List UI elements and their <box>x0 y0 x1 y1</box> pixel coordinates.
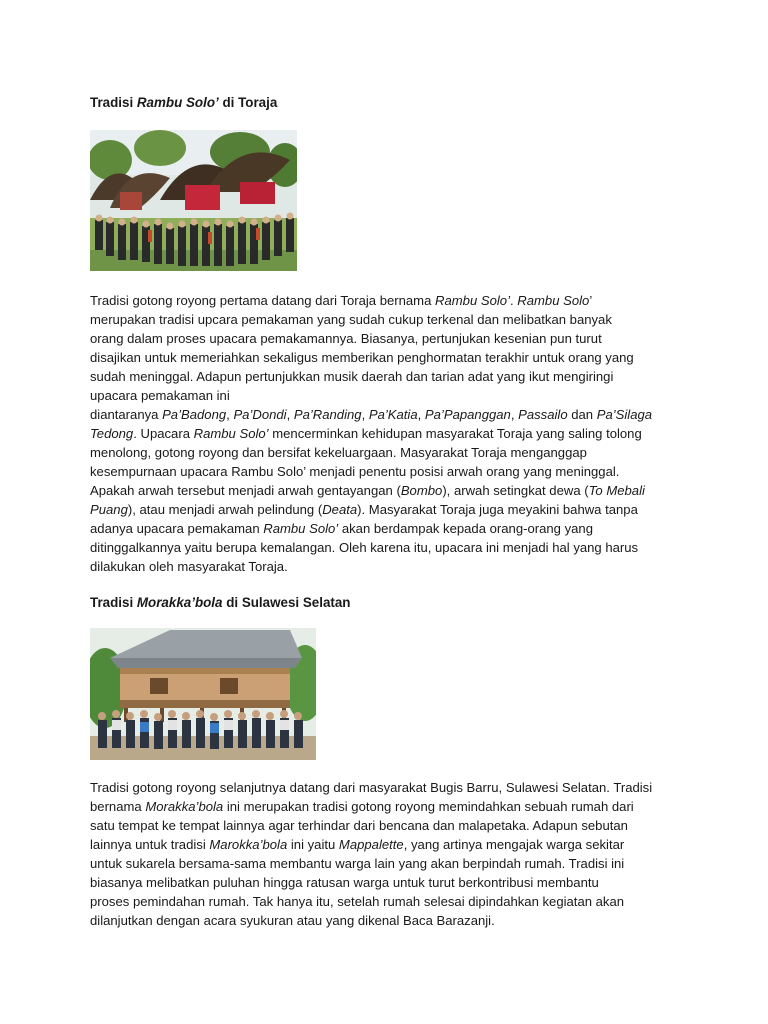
text-run: Tradisi gotong royong pertama datang dari Toraja bernama <box>90 293 436 308</box>
paragraph-line <box>90 816 690 835</box>
paragraph-rambu-solo <box>90 291 690 576</box>
text-run: diantaranya <box>90 407 163 422</box>
text-run: , <box>361 407 369 422</box>
text-run: akan berdampak kepada orang-orang yang <box>338 521 593 536</box>
paragraph-line <box>90 348 690 367</box>
text-run: , <box>510 407 519 422</box>
text-run: , <box>286 407 294 422</box>
paragraph-line <box>90 481 690 500</box>
text-run: disajikan untuk memeriahkan sekaligus memberikan penghormatan terakhir untuk orang yang <box>90 350 634 365</box>
italic-term: Mappalette <box>338 837 404 852</box>
italic-term: Pa’Randing <box>293 407 362 422</box>
paragraph-line <box>90 778 690 797</box>
text-run: ), arwah setingkat dewa ( <box>442 483 589 498</box>
paragraph-line <box>90 835 690 854</box>
text-run: lainnya untuk tradisi <box>90 837 210 852</box>
section-heading-morakkabola <box>90 594 351 612</box>
paragraph-line <box>90 500 690 519</box>
text-run: ). Masyarakat Toraja juga meyakini bahwa tanpa <box>357 502 638 517</box>
text-run: upacara pemakaman ini <box>90 388 230 403</box>
heading-text: Tradisi <box>90 595 137 610</box>
heading-text: di Toraja <box>218 95 278 110</box>
text-run: , <box>417 407 425 422</box>
house-moving-photo <box>90 628 316 760</box>
text-run: . <box>509 293 518 308</box>
paragraph-line <box>90 310 690 329</box>
heading-italic-term: Rambu Solo’ <box>136 95 219 110</box>
paragraph-line <box>90 367 690 386</box>
text-run: , <box>226 407 234 422</box>
paragraph-line <box>90 911 690 930</box>
italic-term: Morakka’bola <box>145 799 224 814</box>
text-run: ini merupakan tradisi gotong royong memindahkan sebuah rumah dari <box>223 799 634 814</box>
text-run: biasanya melibatkan puluhan hingga ratusan warga untuk turut berkontribusi membantu <box>90 875 599 890</box>
heading-italic-term: Morakka’bola <box>136 595 223 610</box>
text-run: mencerminkan kehidupan masyarakat Toraja yang saling tolong <box>268 426 642 441</box>
italic-term: Pa’Katia <box>368 407 418 422</box>
paragraph-line <box>90 329 690 348</box>
italic-term: To Mebali <box>588 483 645 498</box>
text-run: adanya upacara pemakaman <box>90 521 264 536</box>
text-run: ditinggalkannya yaitu berupa kemalangan. Oleh karena itu, upacara ini menjadi hal yang harus <box>90 540 639 555</box>
text-run: ’ <box>589 293 593 308</box>
paragraph-line <box>90 519 690 538</box>
text-run: dilakukan oleh masyarakat Toraja. <box>90 559 288 574</box>
paragraph-line <box>90 291 690 310</box>
italic-term: Passailo <box>518 407 568 422</box>
paragraph-line <box>90 854 690 873</box>
text-run: Tradisi gotong royong selanjutnya datang dari masyarakat Bugis Barru, Sulawesi Selatan. Tradisi <box>90 780 653 795</box>
paragraph-morakkabola <box>90 778 690 930</box>
text-run: dan <box>567 407 597 422</box>
section-heading-rambu-solo <box>90 94 277 112</box>
italic-term: Rambu Solo’ <box>193 426 269 441</box>
italic-term: Pa’Papanggan <box>424 407 511 422</box>
text-run: ), atau menjadi arwah pelindung ( <box>127 502 323 517</box>
italic-term: Pa’Silaga <box>596 407 653 422</box>
text-run: bernama <box>90 799 146 814</box>
text-run: sudah meninggal. Adapun pertunjukkan musik daerah dan tarian adat yang ikut mengiringi <box>90 369 614 384</box>
text-run: kesempurnaan upacara Rambu Solo’ menjadi penentu posisi arwah orang yang meninggal. <box>90 464 620 479</box>
text-run: ini yaitu <box>287 837 339 852</box>
heading-text: di Sulawesi Selatan <box>222 595 351 610</box>
italic-term: Deata <box>322 502 358 517</box>
toraja-ceremony-photo <box>90 130 297 271</box>
italic-term: Pa’Dondi <box>233 407 287 422</box>
italic-term: Pa’Badong <box>162 407 227 422</box>
text-run: . Upacara <box>133 426 194 441</box>
paragraph-line <box>90 443 690 462</box>
italic-term: Tedong <box>90 426 134 441</box>
paragraph-line <box>90 386 690 405</box>
text-run: Apakah arwah tersebut menjadi arwah gentayangan ( <box>90 483 401 498</box>
text-run: dilanjutkan dengan acara syukuran atau yang dikenal Baca Barazanji. <box>90 913 495 928</box>
paragraph-line <box>90 557 690 576</box>
italic-term: Marokka’bola <box>209 837 288 852</box>
italic-term: Bombo <box>400 483 443 498</box>
text-run: menolong, gotong royong dan bersifat kekeluargaan. Masyarakat Toraja menganggap <box>90 445 587 460</box>
text-run: satu tempat ke tempat lainnya agar terhindar dari bencana dan malapetaka. Adapun sebutan <box>90 818 628 833</box>
text-run: untuk sukarela bersama-sama membantu warga lain yang akan berpindah rumah. Tradisi ini <box>90 856 625 871</box>
paragraph-line <box>90 405 690 424</box>
text-run: , yang artinya mengajak warga sekitar <box>403 837 625 852</box>
paragraph-line <box>90 424 690 443</box>
italic-term: Rambu Solo <box>517 293 590 308</box>
text-run: orang dalam proses upacara pemakamannya. Biasanya, pertunjukan kesenian pun turut <box>90 331 602 346</box>
paragraph-line <box>90 873 690 892</box>
paragraph-line <box>90 462 690 481</box>
heading-text: Tradisi <box>90 95 137 110</box>
italic-term: Rambu Solo’ <box>435 293 510 308</box>
italic-term: Puang <box>90 502 128 517</box>
paragraph-line <box>90 538 690 557</box>
paragraph-line <box>90 892 690 911</box>
text-run: merupakan tradisi upcara pemakaman yang sudah cukup terkenal dan melibatkan banyak <box>90 312 612 327</box>
paragraph-line <box>90 797 690 816</box>
text-run: proses pemindahan rumah. Tak hanya itu, setelah rumah selesai dipindahkan kegiatan akan <box>90 894 625 909</box>
italic-term: Rambu Solo’ <box>263 521 339 536</box>
